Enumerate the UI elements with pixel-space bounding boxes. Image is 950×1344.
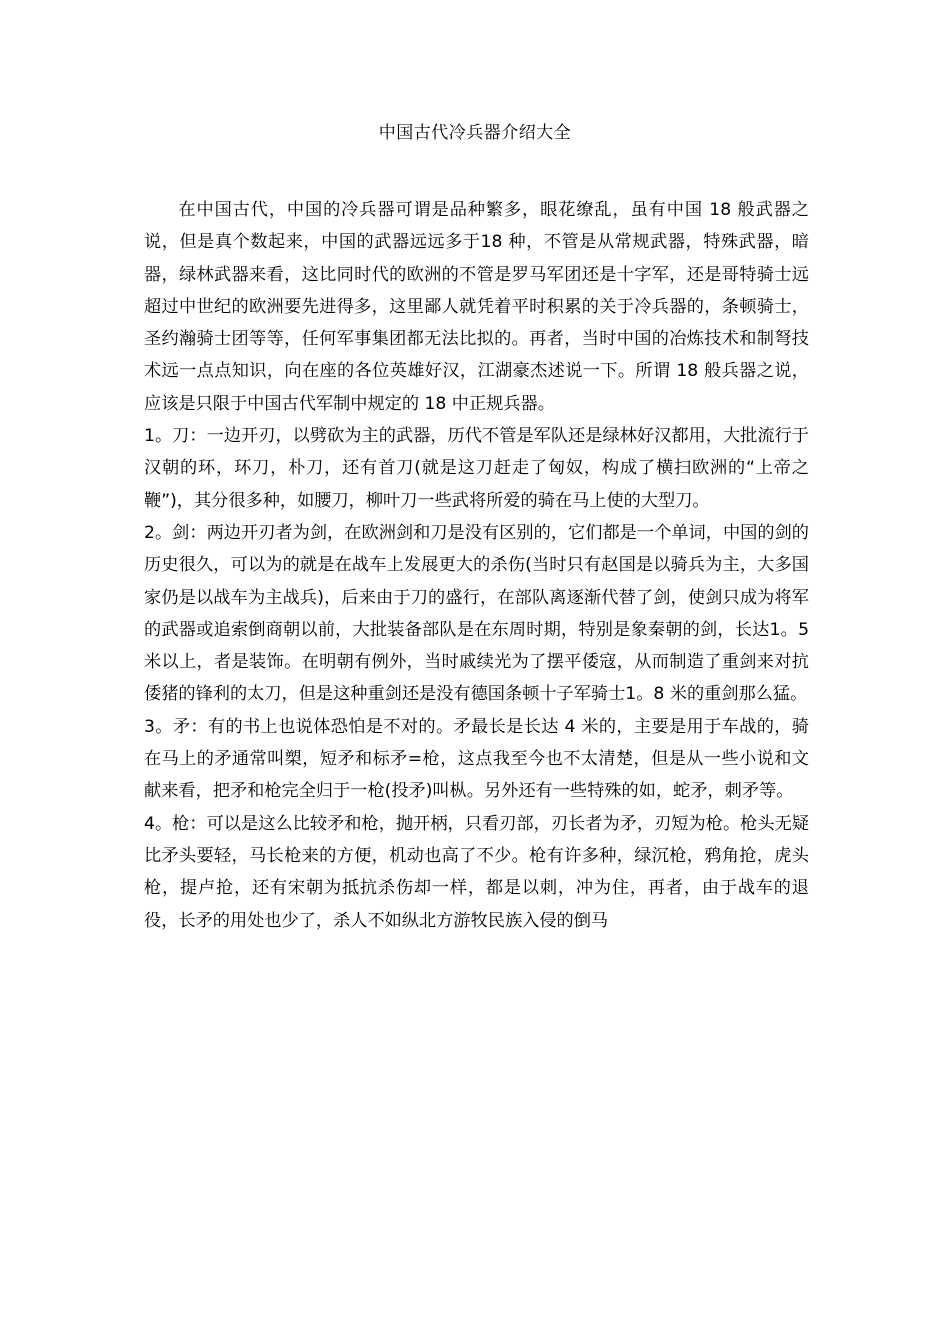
paragraph-qiang: 4。枪：可以是这么比较矛和枪，抛开柄，只看刃部，刃长者为矛，刃短为枪。枪头无疑比矛头要轻，马长枪来的方便，机动也高了不少。枪有许多种，绿沉枪，鸦角抢，虎头枪，提卢抢，还有宋朝为抵抗杀伤却一样，都是以刺，冲为住，再者，由于战车的退役，长矛的用处也少了，杀人不如纵北方游牧民族入侵的倒马 xyxy=(144,813,809,931)
intro-paragraph: 在中国古代，中国的冷兵器可谓是品种繁多，眼花缭乱，虽有中国 18 般武器之说，但是真个数起来，中国的武器远远多于18 种，不管是从常规武器，特殊武器，暗器，绿林武器来看，这比同时代的欧洲的不管是罗马军团还是十字军，还是哥特骑士远超过中世纪的欧洲要先进得多，这里鄙人就凭着平时积累的关于冷兵器的，条顿骑士，圣约瀚骑士团等等，任何军事集团都无法比拟的。再者，当时中国的冶炼技术和制弩技术远一点点知识，向在座的各位英雄好汉，江湖豪杰述说一下。所谓 18 般兵器之说，应该是只限于中国古代军制中规定的 18 中正规兵器。 xyxy=(144,200,809,414)
document-title: 中国古代冷兵器介绍大全 xyxy=(378,123,572,143)
document-body xyxy=(144,194,809,937)
paragraph-dao: 1。刀：一边开刃，以劈砍为主的武器，历代不管是军队还是绿林好汉都用，大批流行于汉朝的环，环刀，朴刀，还有首刀(就是这刀赶走了匈奴，构成了横扫欧洲的“上帝之鞭”)，其分很多种，如腰刀，柳叶刀一些武将所爱的骑在马上使的大型刀。 xyxy=(144,426,809,511)
paragraph-jian: 2。剑：两边开刃者为剑，在欧洲剑和刀是没有区别的，它们都是一个单词，中国的剑的历史很久，可以为的就是在战车上发展更大的杀伤(当时只有赵国是以骑兵为主，大多国家仍是以战车为主战兵)，后来由于刀的盛行，在部队离逐渐代替了剑，使剑只成为将军的武器或追索倒商朝以前，大批装备部队是在东周时期，特别是象秦朝的剑，长达1。5 米以上，者是装饰。在明朝有例外，当时戚续光为了摆平倭寇，从而制造了重剑来对抗倭猪的锋利的太刀，但是这种重剑还是没有德国条顿十子军骑士1。8 米的重剑那么猛。 xyxy=(144,522,809,705)
paragraph-mao: 3。矛：有的书上也说体恐怕是不对的。矛最长是长达 4 米的，主要是用于车战的，骑在马上的矛通常叫槊，短矛和标矛=枪，这点我至今也不太清楚，但是从一些小说和文献来看，把矛和枪完全归于一枪(投矛)叫枞。另外还有一些特殊的如，蛇矛，刺矛等。 xyxy=(144,716,809,802)
